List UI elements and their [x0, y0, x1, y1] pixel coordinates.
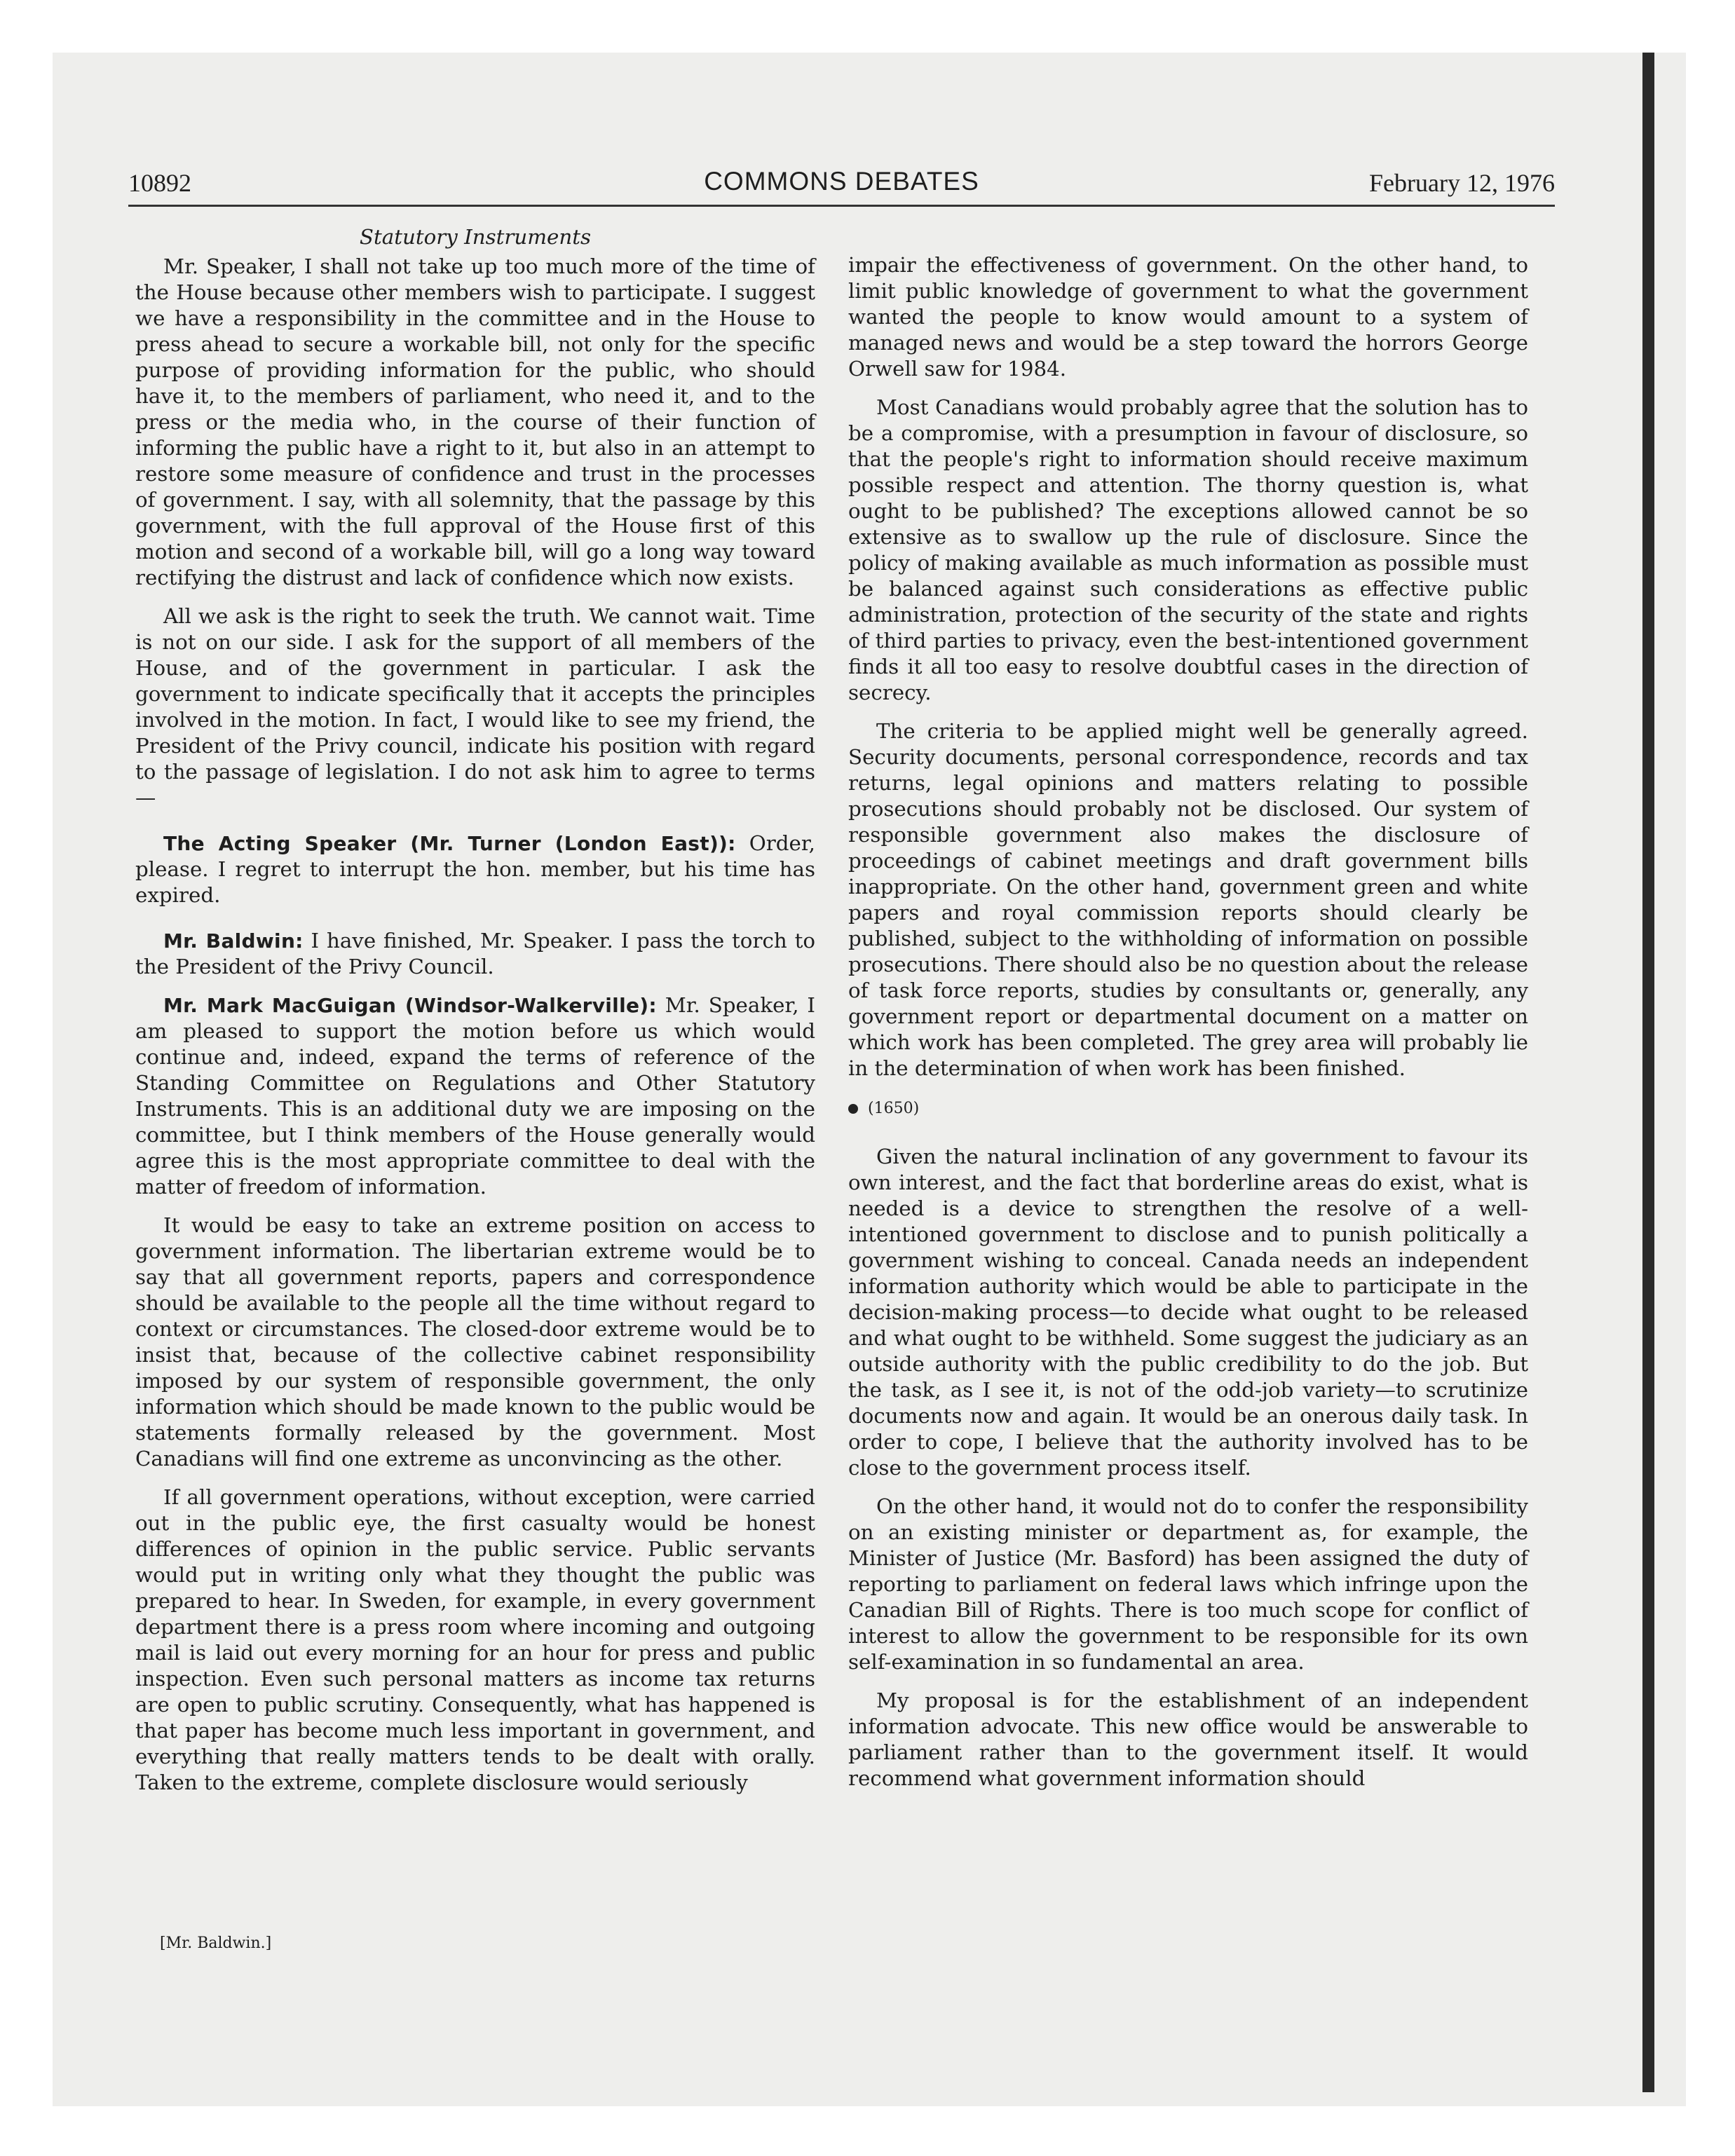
paragraph: If all government operations, without exception, were carried out in the public eye, the first casualty would be honest differences of opinion in the public service. Public servants would put in writing only what they thought the public was prepared to hear. In Sweden, for example, in every government department there is a press room where incoming and outgoing mail is laid out every morning for an hour for press and public inspection. Even such personal matters as income tax returns are open to public scrutiny. Consequently, what has happened is that paper has become much less important in government, and everything that really matters tends to be dealt with orally. Taken to the extreme, complete disclosure would seriously [135, 1485, 815, 1794]
paragraph: The criteria to be applied might well be generally agreed. Security documents, personal correspondence, records and tax returns, legal opinions and matters relating to possible prosecutions should probably not be disclosed. Our system of responsible government also makes the disclosure of proceedings of cabinet meetings and draft government bills inappropriate. On the other hand, government green and white papers and royal commission reports should clearly be published, subject to the withholding of information on possible prosecutions. There should also be no question about the release of task force reports, studies by consultants or, generally, any government report or departmental document on a matter on which work has been completed. The grey area will probably lie in the determination of when work has been finished. [848, 719, 1528, 1080]
speaker-name: Mr. Baldwin: [163, 929, 304, 953]
speech-acting-speaker [135, 831, 815, 908]
paragraph: Given the natural inclination of any government to favour its own interest, and the fact that borderline areas do exist, what is needed is a device to strengthen the resolve of a well-intentioned government to disclose and to punish politically a government wishing to conceal. Canada needs an independent information authority which would be able to participate in the decision-making process—to decide what ought to be released and what ought to be withheld. Some suggest the judiciary as an outside authority with the public credibility to do the job. But the task, as I see it, is not of the odd-job variety—to scrutinize documents now and again. It would be an onerous daily task. In order to cope, I believe that the authority involved has to be close to the government process itself. [848, 1145, 1528, 1480]
paragraph: Most Canadians would probably agree that the solution has to be a compromise, with a presumption in favour of disclosure, so that the people's right to information should receive maximum possible respect and attention. The thorny question is, what ought to be published? The exceptions allowed cannot be so extensive as to swallow up the rule of disclosure. Since the policy of making available as much information as possible must be balanced against such considerations as effective public administration, protection of the security of the state and rights of third parties to privacy, even the best-intentioned government finds it all too easy to resolve doubtful cases in the direction of secrecy. [848, 395, 1528, 704]
publication-title: COMMONS DEBATES [704, 167, 979, 196]
speech-text: Mr. Speaker, I am pleased to support the motion before us which would continue and, indeed, expand the terms of reference of the Standing Committee on Regulations and Other Statutory Instruments. This is an additional duty we are imposing on the committee, but I think members of the House generally would agree this is the most appropriate committee to deal with the matter of freedom of information. [135, 993, 815, 1199]
right-column [848, 252, 1528, 1804]
paragraph: On the other hand, it would not do to confer the responsibility on an existing minister or department as, for example, the Minister of Justice (Mr. Basford) has been assigned the duty of reporting to parliament on federal laws which infringe upon the Canadian Bill of Rights. There is too much scope for conflict of interest to allow the government to be responsible for its own self-examination in so fundamental an area. [848, 1494, 1528, 1674]
paragraph: All we ask is the right to seek the truth. We cannot wait. Time is not on our side. I ask for the support of all members of the House, and of the government in particular. I ask the government to indicate specifically that it accepts the principles involved in the motion. In fact, I would like to see my friend, the President of the Privy council, indicate his position with regard to the passage of legislation. I do not ask him to agree to terms— [135, 604, 815, 810]
bullet-icon [848, 1104, 858, 1114]
paragraph: It would be easy to take an extreme position on access to government information. The libertarian extreme would be to say that all government reports, papers and correspondence should be available to the people all the time without regard to context or circumstances. The closed-door extreme would be to insist that, because of the collective cabinet responsibility imposed by our system of responsible government, the only information which should be made known to the public would be statements formally released by the government. Most Canadians will find one extreme as unconvincing as the other. [135, 1213, 815, 1471]
paragraph: My proposal is for the establishment of an independent information advocate. This new office would be answerable to parliament rather than to the government itself. It would recommend what government information should [848, 1688, 1528, 1790]
scan-edge-shadow [1642, 53, 1654, 2092]
paragraph: Mr. Speaker, I shall not take up too much more of the time of the House because other members wish to participate. I suggest we have a responsibility in the committee and in the House to press ahead to secure a workable bill, not only for the specific purpose of providing information for the public, who should have it, to the members of parliament, who need it, and to the press or the media who, in the course of their function of informing the public have a right to it, but also in an attempt to restore some measure of confidence and trust in the processes of government. I say, with all solemnity, that the passage by this government, with the full approval of the House first of this motion and second of a workable bill, will go a long way toward rectifying the distrust and lack of confidence which now exists. [135, 254, 815, 589]
speaker-footnote: [Mr. Baldwin.] [160, 1935, 272, 1952]
left-column [135, 224, 815, 1808]
page-number: 10892 [128, 169, 191, 197]
speech-baldwin [135, 928, 815, 980]
speech-text: I have finished, Mr. Speaker. I pass the torch to the President of the Privy Council. [135, 929, 815, 978]
section-title: Statutory Instruments [359, 225, 592, 249]
publication-date: February 12, 1976 [1369, 169, 1555, 197]
paragraph: impair the effectiveness of government. On the other hand, to limit public knowledge of government to what the government wanted the people to know would amount to a system of managed news and would be a step toward the horrors George Orwell saw for 1984. [848, 253, 1528, 381]
time-marker [848, 1096, 1528, 1121]
speaker-name: Mr. Mark MacGuigan (Windsor-Walkerville): [163, 994, 657, 1017]
speaker-name: The Acting Speaker (Mr. Turner (London East)): [163, 832, 736, 855]
timestamp-text: (1650) [868, 1100, 920, 1117]
speech-macguigan [135, 992, 815, 1200]
page-header [128, 165, 1555, 207]
speech-text: Order, please. I regret to interrupt the hon. member, but his time has expired. [135, 831, 815, 907]
